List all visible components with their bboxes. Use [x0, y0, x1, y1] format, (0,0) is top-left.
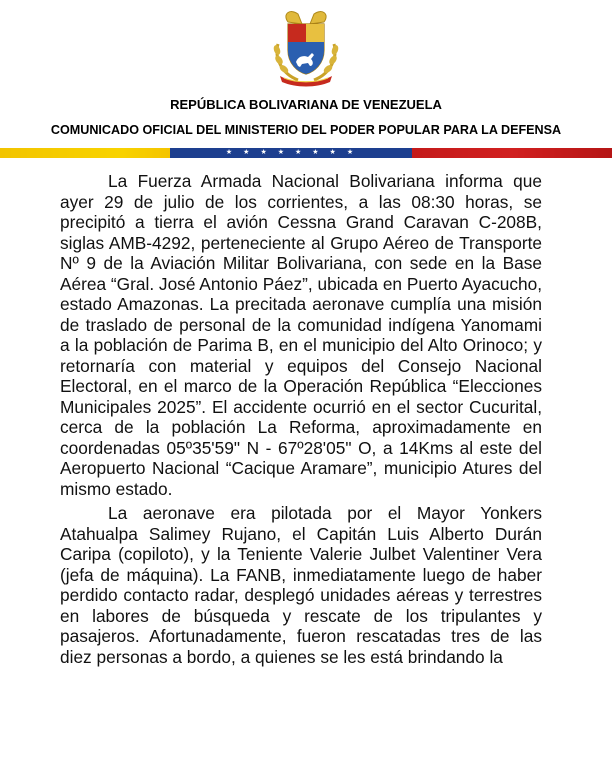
flag-band-red: [412, 148, 612, 158]
flag-stars: ★★★★★★★★: [225, 149, 365, 156]
coat-of-arms-icon: [264, 6, 348, 90]
paragraph-2: La aeronave era pilotada por el Mayor Yonkers Atahualpa Salimey Rujano, el Capitán Luis Alberto Durán Caripa (copiloto), y la Teniente Valerie Julbet Valentiner Vera (jefa de máquina). La FANB, inmediatamente luego de haber perdido contacto radar, desplegó unidades aéreas y terrestres en labores de búsqueda y rescate de los tripulantes y pasajeros. Afortunadamente, fueron rescatadas tres de las diez personas a bordo, a quienes se les está brindando la: [60, 503, 542, 667]
communique-body: [60, 171, 542, 671]
country-heading: REPÚBLICA BOLIVARIANA DE VENEZUELA: [170, 97, 442, 112]
communique-title: COMUNICADO OFICIAL DEL MINISTERIO DEL PODER POPULAR PARA LA DEFENSA: [50, 123, 562, 137]
paragraph-1: La Fuerza Armada Nacional Bolivariana informa que ayer 29 de julio de los corrientes, a las 08:30 horas, se precipitó a tierra el avión Cessna Grand Caravan C-208B, siglas AMB-4292, perteneciente al Grupo Aéreo de Transporte Nº 9 de la Aviación Militar Bolivariana, con sede en la Base Aérea “Gral. José Antonio Páez”, ubicada en Puerto Ayacucho, estado Amazonas. La precitada aeronave cumplía una misión de traslado de personal de la comunidad indígena Yanomami a la población de Parima B, en el municipio del Alto Orinoco; y retornaría con material y equipos del Consejo Nacional Electoral, en el marco de la Operación República “Elecciones Municipales 2025”. El accidente ocurrió en el sector Cucurital, cerca de la población La Reforma, aproximadamente en coordenadas 05º35'59" N - 67º28'05" O, a 14Kms al este del Aeropuerto Nacional “Cacique Aramare”, municipio Atures del mismo estado.: [60, 171, 542, 499]
flag-band-blue: [170, 148, 412, 158]
flag-band-yellow: [0, 148, 170, 158]
flag-band: [0, 148, 612, 158]
